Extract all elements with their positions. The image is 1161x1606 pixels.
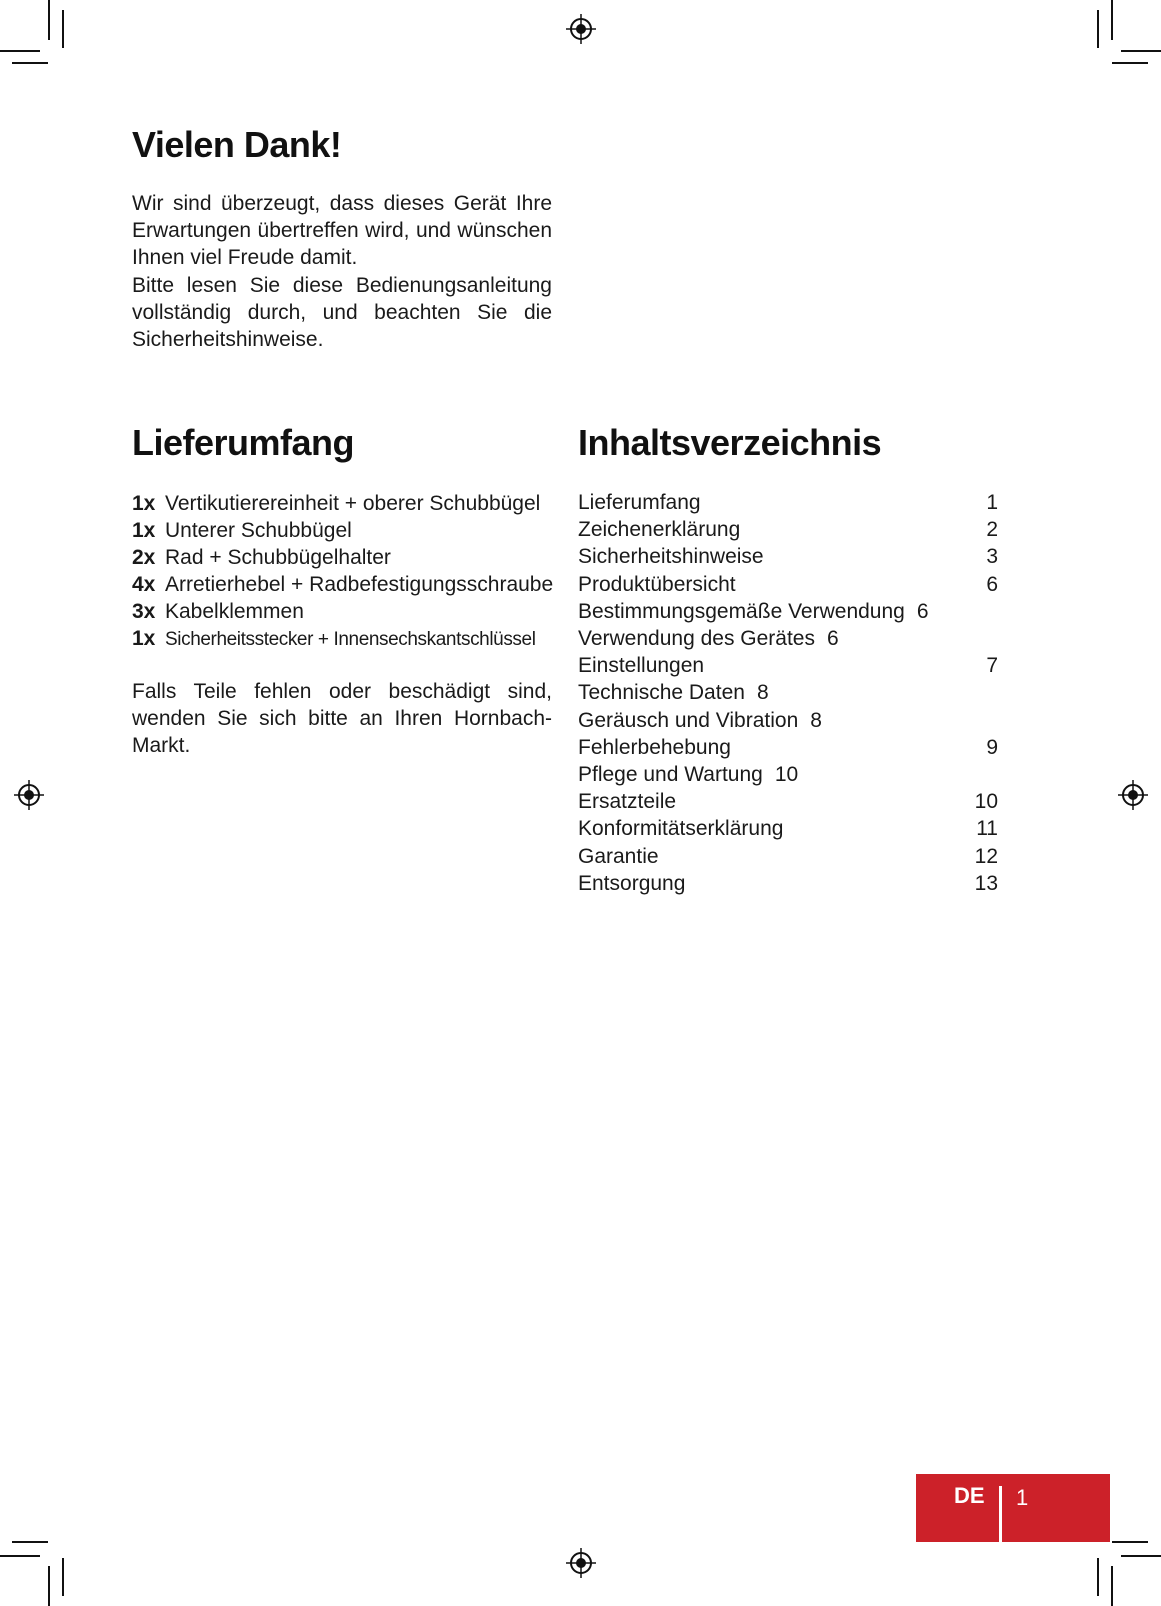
list-item bbox=[132, 625, 562, 653]
toc-entry[interactable] bbox=[578, 543, 998, 570]
item-quantity: 2x bbox=[132, 546, 156, 569]
toc-entry[interactable] bbox=[578, 598, 998, 625]
scope-heading: Lieferumfang bbox=[132, 422, 355, 463]
toc-entry-page: 6 bbox=[986, 572, 998, 596]
toc-entry-page: 8 bbox=[756, 681, 769, 705]
item-text: Unterer Schubbügel bbox=[165, 519, 352, 542]
toc-entry-page: 6 bbox=[916, 599, 929, 623]
toc-entry-page: 11 bbox=[976, 817, 998, 841]
toc-entry[interactable] bbox=[578, 571, 998, 598]
list-item bbox=[132, 571, 562, 598]
toc-entry[interactable] bbox=[578, 734, 998, 761]
toc-heading: Inhaltsverzeichnis bbox=[578, 422, 882, 463]
toc-entry[interactable] bbox=[578, 679, 998, 706]
item-quantity: 1x bbox=[132, 519, 156, 542]
toc-entry-label: Pflege und Wartung bbox=[578, 763, 763, 787]
toc-entry[interactable] bbox=[578, 788, 998, 815]
toc-entry-label: Bestimmungsgemäße Verwendung bbox=[578, 599, 905, 623]
toc-entry-page: 10 bbox=[974, 790, 998, 814]
crop-mark bbox=[12, 1541, 48, 1543]
item-quantity: 4x bbox=[132, 573, 156, 596]
toc-entry-page: 6 bbox=[827, 627, 839, 651]
crop-mark bbox=[12, 62, 48, 64]
crop-mark bbox=[1111, 1566, 1113, 1606]
toc-entry-label: Verwendung des Gerätes bbox=[578, 627, 815, 651]
badge-divider bbox=[999, 1486, 1002, 1542]
toc-entry-label: Konformitätserklärung bbox=[578, 817, 784, 841]
item-quantity: 1x bbox=[132, 627, 156, 650]
toc-entry[interactable] bbox=[578, 707, 998, 734]
missing-parts-note: Falls Teile fehlen oder beschädigt sind, wenden Sie sich bitte an Ihren Hornbach-Markt. bbox=[132, 680, 552, 757]
toc-entry-page: 7 bbox=[986, 654, 998, 678]
toc-entry-page: 2 bbox=[986, 518, 998, 542]
toc-entry[interactable] bbox=[578, 516, 998, 543]
toc-entry[interactable] bbox=[578, 625, 998, 652]
page-title: Vielen Dank! bbox=[132, 124, 342, 165]
item-text: Kabelklemmen bbox=[165, 600, 304, 623]
toc-entry-page: 10 bbox=[774, 763, 799, 787]
intro-paragraph: Wir sind überzeugt, dass dieses Gerät Ihre Erwartungen übertreffen wird, und wünschen Ihnen viel Freude damit. bbox=[132, 192, 552, 270]
crop-mark bbox=[48, 1566, 50, 1606]
toc-entry[interactable] bbox=[578, 843, 998, 870]
crop-mark bbox=[1112, 62, 1148, 64]
crop-mark bbox=[0, 50, 40, 52]
toc-entry[interactable] bbox=[578, 652, 998, 679]
toc-entry-page: 9 bbox=[986, 735, 998, 759]
toc-entry-page: 13 bbox=[974, 871, 998, 895]
crop-mark bbox=[62, 10, 64, 48]
registration-mark-icon bbox=[14, 780, 44, 810]
registration-mark-icon bbox=[566, 1548, 596, 1578]
toc-entry-label: Sicherheitshinweise bbox=[578, 545, 764, 569]
registration-mark-icon bbox=[566, 14, 596, 44]
crop-mark bbox=[1111, 0, 1113, 40]
scope-list bbox=[132, 490, 562, 653]
list-item bbox=[132, 517, 562, 544]
registration-mark-icon bbox=[1118, 780, 1148, 810]
item-quantity: 3x bbox=[132, 600, 156, 623]
toc-entry-label: Zeichenerklärung bbox=[578, 518, 741, 542]
crop-mark bbox=[1112, 1541, 1148, 1543]
intro-paragraph: Bitte lesen Sie diese Bedienungsanleitung vollständig durch, und beachten Sie die Sicherheitshinweise. bbox=[132, 273, 552, 352]
table-of-contents bbox=[578, 489, 998, 897]
toc-entry-page: 12 bbox=[974, 844, 998, 868]
crop-mark bbox=[48, 0, 50, 40]
toc-entry-label: Fehlerbehebung bbox=[578, 735, 731, 759]
crop-mark bbox=[1097, 1558, 1099, 1596]
language-code: DE bbox=[954, 1483, 985, 1508]
intro-text bbox=[132, 190, 552, 353]
toc-entry[interactable] bbox=[578, 815, 998, 842]
item-text: Rad + Schubbügelhalter bbox=[165, 546, 391, 569]
crop-mark bbox=[1121, 1555, 1161, 1557]
toc-entry-label: Entsorgung bbox=[578, 871, 686, 895]
item-quantity: 1x bbox=[132, 492, 156, 515]
crop-mark bbox=[1121, 50, 1161, 52]
crop-mark bbox=[0, 1555, 40, 1557]
toc-entry-page: 3 bbox=[986, 545, 998, 569]
list-item bbox=[132, 598, 562, 625]
item-text: Arretierhebel + Radbefestigungsschraube bbox=[165, 573, 554, 596]
crop-mark bbox=[1097, 10, 1099, 48]
toc-entry-label: Lieferumfang bbox=[578, 491, 701, 514]
toc-entry[interactable] bbox=[578, 489, 998, 516]
item-text: Vertikutierereinheit + oberer Schubbügel bbox=[165, 492, 541, 515]
page-number-badge bbox=[916, 1474, 1110, 1542]
item-text: Sicherheitsstecker + Innensechskantschlüssel bbox=[165, 629, 536, 650]
toc-entry-page: 8 bbox=[810, 708, 822, 732]
page-number: 1 bbox=[1016, 1485, 1029, 1510]
toc-entry-label: Produktübersicht bbox=[578, 572, 736, 596]
toc-entry[interactable] bbox=[578, 870, 998, 897]
crop-mark bbox=[62, 1558, 64, 1596]
list-item bbox=[132, 544, 562, 571]
toc-entry-label: Ersatzteile bbox=[578, 790, 677, 814]
list-item bbox=[132, 490, 562, 517]
toc-entry-label: Garantie bbox=[578, 844, 659, 868]
toc-entry-page: 1 bbox=[986, 491, 998, 514]
toc-entry-label: Einstellungen bbox=[578, 654, 705, 678]
toc-entry-label: Geräusch und Vibration bbox=[578, 708, 799, 732]
toc-entry[interactable] bbox=[578, 761, 998, 788]
toc-entry-label: Technische Daten bbox=[578, 681, 745, 705]
